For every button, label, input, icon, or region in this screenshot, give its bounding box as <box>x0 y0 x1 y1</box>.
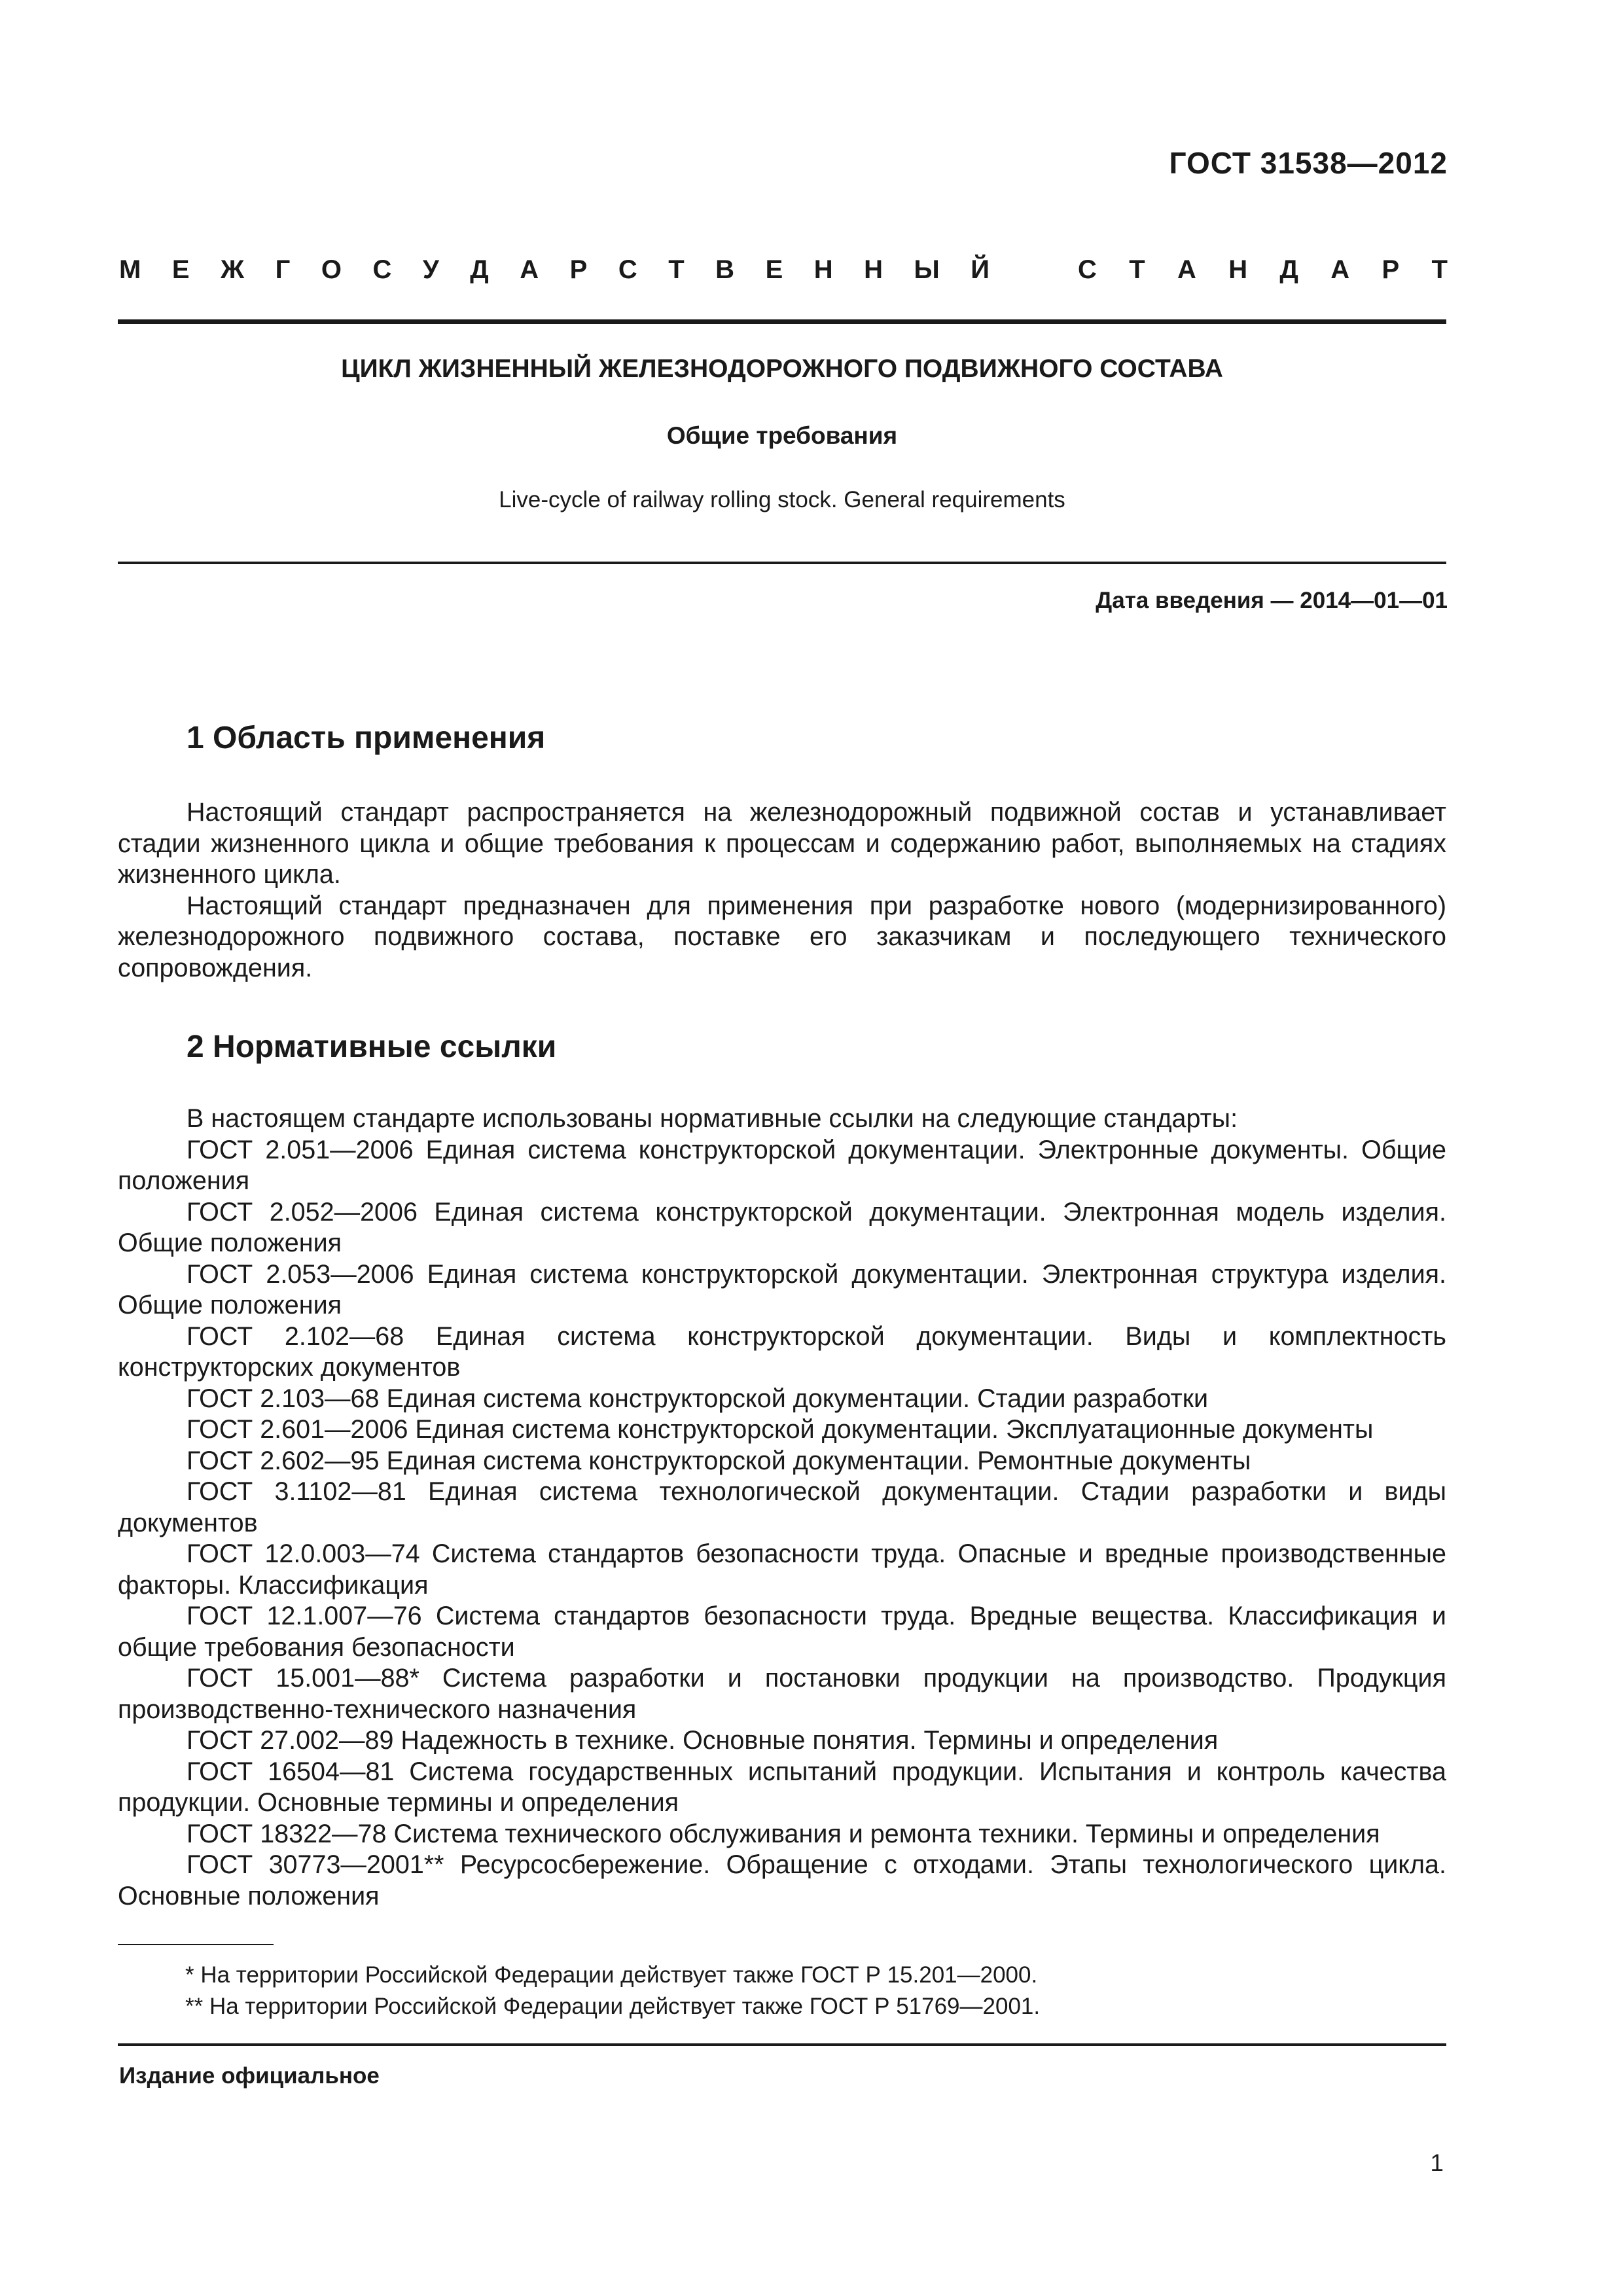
category-letter: Е <box>171 255 190 284</box>
category-letter: О <box>321 255 342 284</box>
category-word-1 <box>119 255 990 285</box>
category-letter: Р <box>1382 255 1400 284</box>
category-letter: Т <box>1129 255 1145 284</box>
paragraph: Настоящий стандарт распространяется на железнодорожный подвижной состав и устанавливает стадии жизненного цикла и общие требования к процессам и содержанию работ, выполняемых на стадиях жизненного цикла. <box>118 798 1446 889</box>
footnote: ** На территории Российской Федерации действует также ГОСТ Р 51769—2001. <box>185 1994 1041 2019</box>
document-title: ЦИКЛ ЖИЗНЕННЫЙ ЖЕЛЕЗНОДОРОЖНОГО ПОДВИЖНОГО СОСТАВА <box>341 355 1223 383</box>
reference-item: ГОСТ 15.001—88* Система разработки и постановки продукции на производство. Продукция производственно-технического назначения <box>118 1664 1446 1724</box>
category-letter: Ж <box>221 255 245 284</box>
reference-item: ГОСТ 2.102—68 Единая система конструкторской документации. Виды и комплектность конструкторских документов <box>118 1321 1446 1382</box>
footnote-divider <box>118 1944 274 1945</box>
category-letter: А <box>1177 255 1196 284</box>
english-title: Live-cycle of railway rolling stock. General requirements <box>499 487 1065 512</box>
document-number: ГОСТ 31538—2012 <box>1169 146 1448 180</box>
paragraph: Настоящий стандарт предназначен для применения при разработке нового (модернизированного) железнодорожного подвижного состава, поставке его заказчикам и последующего технического сопровождения. <box>118 891 1446 982</box>
category-letter: Д <box>1279 255 1298 284</box>
section-body-references <box>118 1103 1446 1912</box>
section-body-scope <box>118 797 1446 984</box>
category-letter: Н <box>813 255 833 284</box>
category-letter: В <box>715 255 735 284</box>
introduction-date: Дата введения — 2014—01—01 <box>1096 588 1448 613</box>
reference-item: ГОСТ 2.053—2006 Единая система конструкторской документации. Электронная структура изделия. Общие положения <box>118 1259 1446 1319</box>
reference-item: ГОСТ 30773—2001** Ресурсосбережение. Обращение с отходами. Этапы технологического цикла. Основные положения <box>118 1850 1446 1910</box>
category-letter: Е <box>765 255 783 284</box>
category-letter: Ы <box>914 255 940 284</box>
category-letter: М <box>119 255 141 284</box>
page-number: 1 <box>1430 2149 1444 2176</box>
edition-label: Издание официальное <box>119 2063 380 2089</box>
category-letter: Г <box>275 255 291 284</box>
category-letter: Н <box>1228 255 1248 284</box>
reference-item: ГОСТ 16504—81 Система государственных испытаний продукции. Испытания и контроль качества продукции. Основные термины и определения <box>118 1757 1446 1817</box>
section-heading-scope: 1 Область применения <box>187 721 546 755</box>
category-letter: С <box>372 255 392 284</box>
reference-item: ГОСТ 18322—78 Система технического обслуживания и ремонта техники. Термины и определения <box>187 1819 1380 1848</box>
reference-item: ГОСТ 2.052—2006 Единая система конструкторской документации. Электронная модель изделия. Общие положения <box>118 1197 1446 1257</box>
category-letter: Й <box>971 255 990 284</box>
reference-item: ГОСТ 3.1102—81 Единая система технологической документации. Стадии разработки и виды документов <box>118 1477 1446 1537</box>
title-divider <box>118 562 1446 564</box>
reference-item: ГОСТ 2.602—95 Единая система конструкторской документации. Ремонтные документы <box>187 1446 1251 1475</box>
category-letter: А <box>520 255 539 284</box>
document-subtitle: Общие требования <box>666 422 898 449</box>
footer-divider <box>118 2043 1446 2046</box>
reference-item: ГОСТ 12.1.007—76 Система стандартов безопасности труда. Вредные вещества. Классификация и общие требования безопасности <box>118 1602 1446 1662</box>
category-letter: С <box>1078 255 1097 284</box>
category-letter: У <box>422 255 439 284</box>
category-word-2 <box>1078 255 1448 285</box>
reference-item: ГОСТ 2.103—68 Единая система конструкторской документации. Стадии разработки <box>187 1384 1209 1413</box>
paragraph: В настоящем стандарте использованы нормативные ссылки на следующие стандарты: <box>187 1104 1238 1133</box>
footnote: * На территории Российской Федерации действует также ГОСТ Р 15.201—2000. <box>185 1962 1038 1988</box>
category-letter: Н <box>864 255 883 284</box>
category-letter: А <box>1330 255 1350 284</box>
category-letter: Т <box>668 255 685 284</box>
footnotes <box>185 1960 1040 2022</box>
header-divider <box>118 319 1446 324</box>
category-letter: Т <box>1431 255 1448 284</box>
category-letter: Д <box>470 255 489 284</box>
reference-item: ГОСТ 12.0.003—74 Система стандартов безопасности труда. Опасные и вредные производственные факторы. Классификация <box>118 1539 1446 1600</box>
category-letter: Р <box>569 255 588 284</box>
section-heading-references: 2 Нормативные ссылки <box>187 1030 557 1064</box>
reference-item: ГОСТ 2.051—2006 Единая система конструкторской документации. Электронные документы. Общие положения <box>118 1135 1446 1195</box>
reference-item: ГОСТ 27.002—89 Надежность в технике. Основные понятия. Термины и определения <box>187 1726 1219 1755</box>
category-letter: С <box>618 255 637 284</box>
reference-item: ГОСТ 2.601—2006 Единая система конструкторской документации. Эксплуатационные документы <box>187 1415 1374 1444</box>
document-category <box>119 255 1448 285</box>
